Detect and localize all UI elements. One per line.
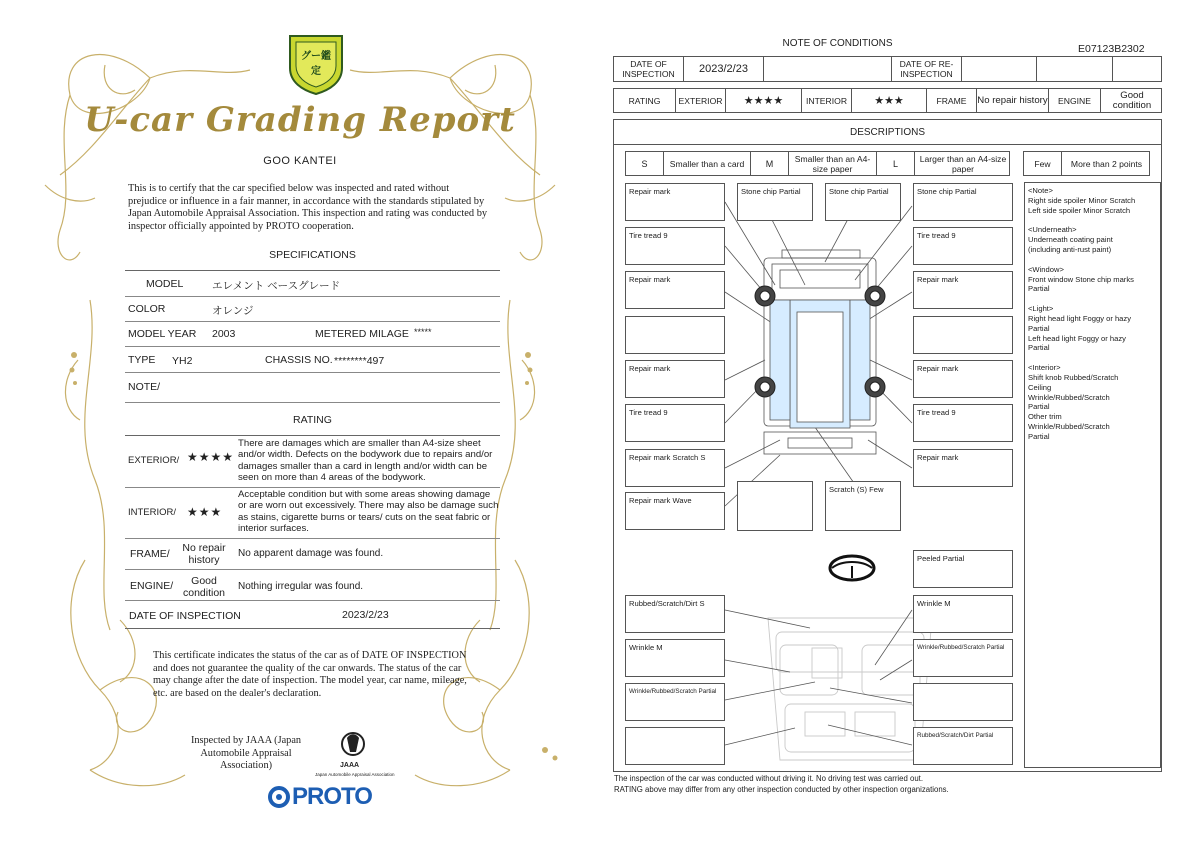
- label-right-front-door: Repair mark: [913, 271, 1013, 309]
- frame-value: No repair history: [977, 89, 1049, 112]
- label-front-left-repair: Repair mark: [625, 183, 725, 221]
- note-interior: <Interior> Shift knob Rubbed/Scratch Ceiling Wrinkle/Rubbed/Scratch Partial Other trim Wrinkle/Rubbed/Scratch Partial: [1028, 363, 1119, 441]
- interior-label: INTERIOR/: [128, 507, 177, 518]
- interior-description: Acceptable condition but with some areas showing damage or are worn out excessively. There may also be damage such as stains, cigarette burns or tears/ cuts on the seat fabric or interior surfaces.: [238, 489, 499, 535]
- note-underneath: <Underneath> Underneath coating paint (including anti-rust paint): [1028, 225, 1113, 254]
- label-front-right-tire: Tire tread 9: [913, 227, 1013, 265]
- type-value: YH2: [172, 355, 193, 367]
- exterior-stars: ★★★★: [187, 450, 235, 464]
- interior-label: INTERIOR: [802, 89, 852, 112]
- label-rear-seat: Rubbed/Scratch/Dirt Partial: [913, 727, 1013, 765]
- interior-stars: ★★★: [852, 89, 927, 112]
- document-number: E07123B2302: [1078, 43, 1145, 55]
- label-steering: Peeled Partial: [913, 550, 1013, 588]
- footnote-rating-may-differ: RATING above may differ from any other inspection conducted by other inspection organizations.: [614, 785, 949, 794]
- note-window: <Window> Front window Stone chip marks Partial: [1028, 264, 1134, 294]
- model-label: MODEL: [146, 278, 184, 290]
- metered-milage-value: *****: [414, 327, 432, 337]
- date-of-inspection-label: DATE OF INSPECTION: [614, 57, 684, 81]
- label-left-front-door: Repair mark: [625, 271, 725, 309]
- engine-value: Good condition: [1112, 89, 1152, 111]
- jaaa-caption: Japan Automobile Appraisal Association: [315, 772, 395, 777]
- model-value: エレメント ベースグレード: [212, 280, 341, 292]
- descriptions-heading: DESCRIPTIONS: [614, 120, 1161, 145]
- inspected-by: Inspected by JAAA (Japan Automobile Appraisal Association): [190, 735, 302, 771]
- label-right-front-seat: Wrinkle M: [913, 595, 1013, 633]
- label-stone-chip-3: Stone chip Partial: [913, 183, 1013, 221]
- jaaa-logo-text: JAAA: [340, 762, 360, 769]
- legend-m: M: [751, 152, 789, 175]
- legend-few-desc: More than 2 points: [1070, 158, 1143, 169]
- label-back-door: Scratch (S) Few: [825, 481, 901, 531]
- exterior-description: There are damages which are smaller than A4-size sheet and/or width. Defects on the bodywork due to repairs and/or damages smaller than a card in length and/or width can be seen on more than 4 areas of the bodywork.: [238, 438, 493, 484]
- label-stone-chip-2: Stone chip Partial: [825, 183, 901, 221]
- report-subtitle: GOO KANTEI: [263, 155, 337, 167]
- legend-l: L: [877, 152, 915, 175]
- legend-m-desc: Smaller than an A4-size paper: [789, 152, 877, 175]
- conditions-title: NOTE OF CONDITIONS: [782, 38, 893, 49]
- sheet-footnote: [614, 773, 949, 795]
- goo-kantei-badge-text: グー鑑定: [301, 51, 331, 77]
- re-inspection-label: DATE OF RE-INSPECTION: [892, 57, 962, 81]
- footnote-no-driving: The inspection of the car was conducted without driving it. No driving test was carried out.: [614, 774, 923, 783]
- legend-s-desc: Smaller than a card: [664, 152, 751, 175]
- frame-description: No apparent damage was found.: [238, 548, 384, 559]
- specifications-heading: SPECIFICATIONS: [269, 249, 356, 261]
- frame-value: No repair history: [182, 542, 226, 566]
- rating-heading: RATING: [293, 414, 332, 426]
- exterior-label: EXTERIOR/: [128, 455, 180, 466]
- certify-statement: This is to certify that the car specified below was inspected and rated without prejudice or influence in a fair manner, in accordance with the standards stipulated by Japan Automobile Appraisal Association. This inspection and rating was conducted by inspector officially appointed by PROTO cooperation.: [128, 183, 488, 232]
- label-blank-interior-2: [625, 727, 725, 765]
- legend-l-desc: Larger than an A4-size paper: [919, 153, 1007, 174]
- label-right-door-trim: Wrinkle/Rubbed/Scratch Partial: [913, 639, 1013, 677]
- label-rear-left-tire: Tire tread 9: [625, 404, 725, 442]
- frame-label: FRAME: [927, 89, 977, 112]
- note-general: <Note> Right side spoiler Minor Scratch Left side spoiler Minor Scratch: [1028, 186, 1136, 215]
- steering-wheel-icon: [830, 556, 874, 580]
- label-blank-right: [913, 316, 1013, 354]
- color-value: オレンジ: [212, 305, 254, 317]
- label-rear-right-quarter: Repair mark: [913, 449, 1013, 487]
- date-of-inspection-label: DATE OF INSPECTION: [129, 610, 241, 622]
- note-light: <Light> Right head light Foggy or hazy Partial Left head light Foggy or hazy Partial: [1028, 304, 1131, 353]
- label-rear-bumper: Repair mark Wave: [625, 492, 725, 530]
- engine-label: ENGINE/: [130, 580, 174, 592]
- note-of-conditions-sheet: [600, 0, 1200, 848]
- model-year-value: 2003: [212, 328, 236, 340]
- exterior-label: EXTERIOR: [676, 89, 726, 112]
- color-label: COLOR: [128, 303, 166, 315]
- proto-logo-icon: [268, 786, 290, 808]
- label-rear-left-quarter: Repair mark Scratch S: [625, 449, 725, 487]
- frame-label: FRAME/: [130, 548, 170, 560]
- label-blank-left: [625, 316, 725, 354]
- notes-column: [1024, 182, 1161, 768]
- model-year-label: MODEL YEAR: [128, 328, 197, 340]
- legend-few: Few: [1024, 152, 1062, 175]
- report-title: U-car Grading Report: [84, 100, 516, 140]
- date-of-inspection-value: 2023/2/23: [342, 609, 389, 621]
- chassis-label: CHASSIS NO.: [265, 354, 333, 366]
- engine-label: ENGINE: [1049, 89, 1101, 112]
- label-dashboard: Rubbed/Scratch/Dirt S: [625, 595, 725, 633]
- legend-s: S: [626, 152, 664, 175]
- chassis-value: ********497: [334, 355, 385, 367]
- label-blank-rear: [737, 481, 813, 531]
- engine-value: Good condition: [182, 575, 226, 599]
- label-blank-interior: [913, 683, 1013, 721]
- interior-stars: ★★★: [187, 505, 223, 519]
- note-label: NOTE/: [128, 381, 161, 393]
- metered-milage-label: METERED MILAGE: [315, 328, 409, 340]
- type-label: TYPE: [128, 354, 156, 366]
- label-rear-right-tire: Tire tread 9: [913, 404, 1013, 442]
- exterior-stars: ★★★★: [726, 89, 802, 112]
- label-left-rear-door: Repair mark: [625, 360, 725, 398]
- date-of-inspection-value: 2023/2/23: [684, 57, 764, 81]
- certificate-disclaimer: This certificate indicates the status of the car as of DATE OF INSPECTION and does not guarantee the quality of the car onwards. The status of the car may change after the date of inspection. The model year, car name, mileage, etc. are based on the dealer's declaration.: [153, 650, 467, 699]
- label-front-left-tire: Tire tread 9: [625, 227, 725, 265]
- engine-description: Nothing irregular was found.: [238, 581, 364, 592]
- label-stone-chip-1: Stone chip Partial: [737, 183, 813, 221]
- label-left-door-trim: Wrinkle/Rubbed/Scratch Partial: [625, 683, 725, 721]
- label-left-front-seat: Wrinkle M: [625, 639, 725, 677]
- rating-label: RATING: [614, 89, 676, 112]
- proto-logo: PROTO: [292, 783, 372, 810]
- label-right-rear-door: Repair mark: [913, 360, 1013, 398]
